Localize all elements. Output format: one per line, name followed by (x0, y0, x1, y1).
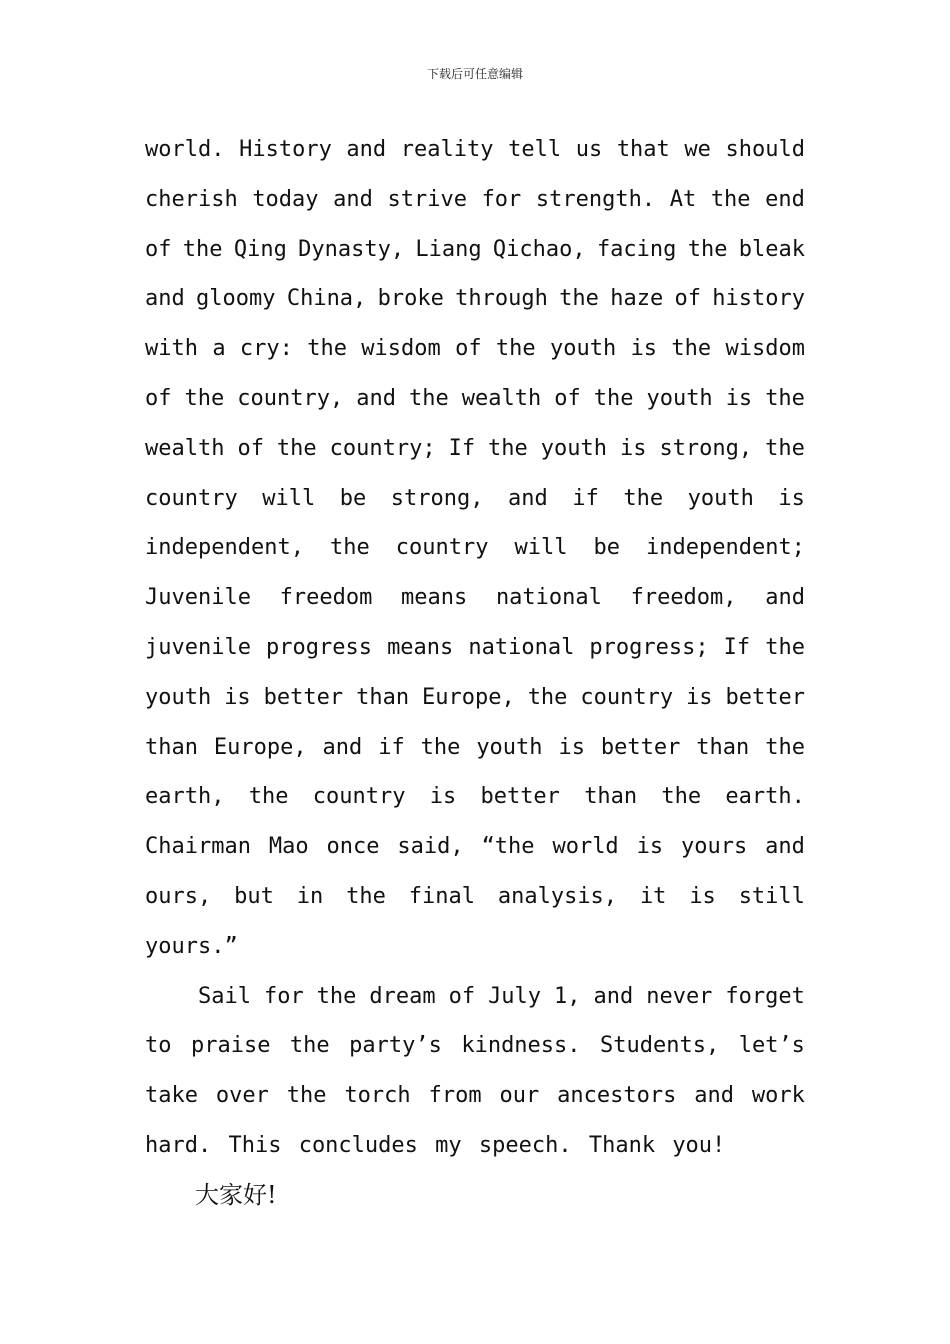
text-line: and gloomy China, broke through the haze of history (145, 286, 805, 312)
paragraph (145, 972, 805, 1171)
text-line: ours, but in the final analysis, it is still (145, 883, 805, 909)
text-line: than Europe, and if the youth is better than the (145, 734, 805, 760)
text-line: youth is better than Europe, the country is better (145, 684, 805, 710)
text-line: to praise the party’s kindness. Students, let’s (145, 1033, 805, 1059)
paragraphs (145, 125, 805, 1171)
paragraph (145, 125, 805, 972)
text-line: wealth of the country; If the youth is strong, the (145, 435, 805, 461)
text-line: take over the torch from our ancestors and work (145, 1083, 805, 1109)
text-line: Sail for the dream of July 1, and never forget (198, 983, 805, 1009)
text-line: yours.” (145, 933, 238, 959)
document-body (145, 125, 805, 1221)
text-line: juvenile progress means national progress; If the (145, 634, 805, 660)
text-line: of the country, and the wealth of the youth is the (145, 385, 805, 411)
text-line: hard. This concludes my speech. Thank you! (145, 1132, 726, 1158)
text-line: with a cry: the wisdom of the youth is the wisdom (145, 336, 805, 362)
text-line: earth, the country is better than the earth. (145, 784, 805, 810)
text-line: Juvenile freedom means national freedom, and (145, 585, 805, 611)
page-header: 下载后可任意编辑 (426, 67, 523, 81)
text-line: independent, the country will be independent; (145, 535, 805, 561)
text-line: cherish today and strive for strength. At the end (145, 186, 805, 212)
greeting-line: 大家好! (195, 1180, 277, 1209)
text-line: world. History and reality tell us that we should (145, 137, 805, 162)
text-line: Chairman Mao once said, “the world is yours and (145, 834, 805, 860)
text-line: country will be strong, and if the youth is (145, 485, 805, 511)
text-line: of the Qing Dynasty, Liang Qichao, facing the bleak (145, 236, 805, 262)
